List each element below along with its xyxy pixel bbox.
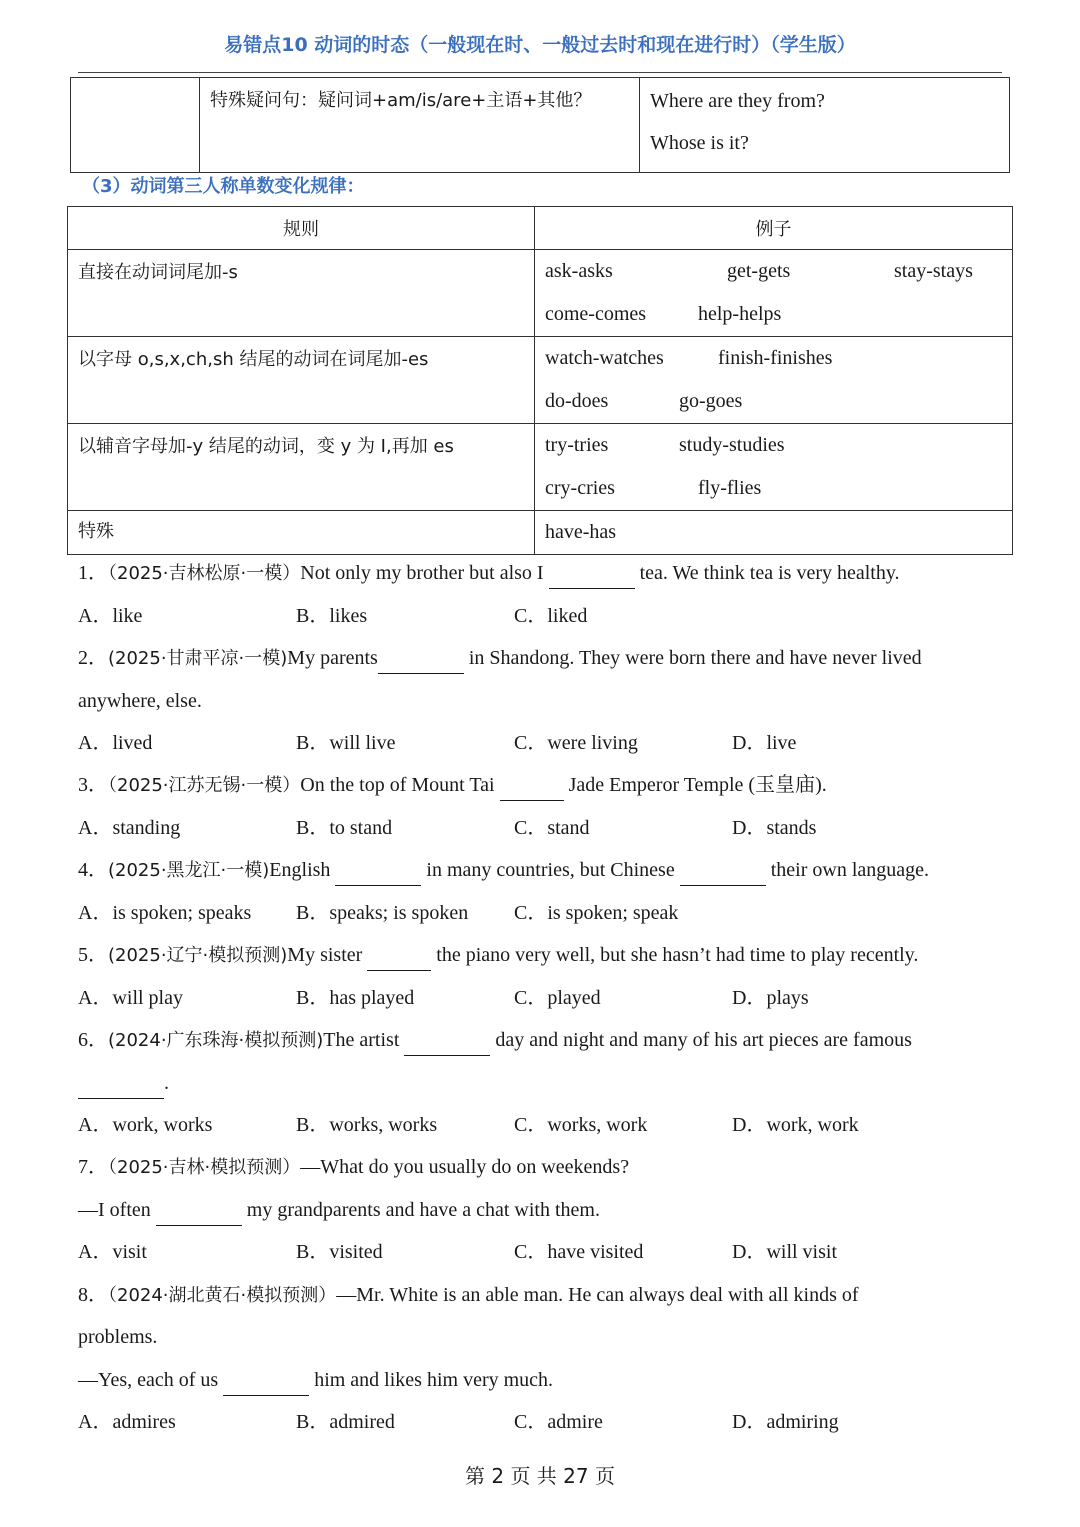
option-b[interactable]: B．likes bbox=[296, 605, 368, 627]
page-number: 第 2 页 共 27 页 bbox=[465, 1464, 615, 1488]
question-number: 5． bbox=[78, 944, 108, 966]
example-item: do-does bbox=[545, 390, 609, 412]
section-title: （3）动词第三人称单数变化规律： bbox=[82, 176, 365, 197]
option-c[interactable]: C．works, work bbox=[514, 1114, 648, 1136]
answer-blank[interactable] bbox=[549, 558, 635, 589]
question-source: (2024·广东珠海·模拟预测) bbox=[108, 1030, 324, 1051]
table-cell-rule bbox=[200, 78, 640, 173]
option-c[interactable]: C．have visited bbox=[514, 1241, 644, 1263]
option-c[interactable]: C．were living bbox=[514, 732, 638, 754]
option-c[interactable]: C．stand bbox=[514, 817, 590, 839]
question-text: . bbox=[164, 1072, 169, 1094]
example-item: ask-asks bbox=[545, 260, 613, 282]
question-text: him and likes him very much. bbox=[309, 1369, 554, 1391]
question-number: 3． bbox=[78, 774, 108, 796]
question-text: day and night and many of his art pieces are famous bbox=[490, 1029, 912, 1051]
question-text: tea. We think tea is very healthy. bbox=[634, 562, 900, 584]
rule-cell: 直接在动词词尾加-s bbox=[68, 250, 535, 337]
page-header-title: 易错点10 动词的时态（一般现在时、一般过去时和现在进行时）（学生版） bbox=[224, 34, 856, 56]
question-text: —I often bbox=[78, 1199, 156, 1221]
option-c[interactable]: C．played bbox=[514, 987, 601, 1009]
question-type-table bbox=[70, 77, 1010, 173]
question-source: （2024·湖北黄石·模拟预测） bbox=[108, 1285, 337, 1306]
question-number: 8． bbox=[78, 1284, 108, 1306]
example-text: Where are they from? bbox=[650, 90, 825, 112]
option-b[interactable]: B．to stand bbox=[296, 817, 393, 839]
column-header-example: 例子 bbox=[535, 207, 1013, 250]
rule-cell: 以字母 o,s,x,ch,sh 结尾的动词在词尾加-es bbox=[68, 337, 535, 424]
question-text: My parents bbox=[287, 647, 378, 669]
option-a[interactable]: A．admires bbox=[78, 1411, 176, 1433]
question-text: the piano very well, but she hasn’t had time to play recently. bbox=[431, 944, 919, 966]
question-8-continued: problems. bbox=[78, 1326, 158, 1348]
example-item: have-has bbox=[545, 521, 617, 543]
question-text: —What do you usually do on weekends? bbox=[300, 1156, 630, 1178]
question-source: （2025·吉林·模拟预测） bbox=[108, 1157, 301, 1178]
option-d[interactable]: D．stands bbox=[732, 817, 817, 839]
example-item: try-tries bbox=[545, 434, 609, 456]
example-item: come-comes bbox=[545, 303, 647, 325]
example-item: go-goes bbox=[679, 390, 743, 412]
rule-cell: 以辅音字母加-y 结尾的动词，变 y 为 I,再加 es bbox=[68, 424, 535, 511]
answer-blank[interactable] bbox=[335, 855, 421, 886]
example-item: study-studies bbox=[679, 434, 785, 456]
question-1 bbox=[78, 558, 900, 589]
option-d[interactable]: D．admiring bbox=[732, 1411, 839, 1433]
option-a[interactable]: A．lived bbox=[78, 732, 153, 754]
question-text: in Shandong. They were born there and have never lived bbox=[463, 647, 922, 669]
question-8 bbox=[78, 1280, 859, 1311]
question-2-continued: anywhere, else. bbox=[78, 690, 202, 712]
question-text: My sister bbox=[287, 944, 368, 966]
question-source: (2025·辽宁·模拟预测) bbox=[108, 945, 288, 966]
question-text: in many countries, but Chinese bbox=[421, 859, 680, 881]
option-d[interactable]: D．work, work bbox=[732, 1114, 859, 1136]
option-a[interactable]: A．is spoken; speaks bbox=[78, 902, 252, 924]
question-number: 2． bbox=[78, 647, 108, 669]
table-cell-examples bbox=[640, 78, 1010, 173]
option-a[interactable]: A．work, works bbox=[78, 1114, 213, 1136]
answer-blank[interactable] bbox=[156, 1195, 242, 1226]
example-item: cry-cries bbox=[545, 477, 615, 499]
example-item: help-helps bbox=[698, 303, 782, 325]
example-item: watch-watches bbox=[545, 347, 664, 369]
option-a[interactable]: A．like bbox=[78, 605, 143, 627]
question-4 bbox=[78, 855, 929, 886]
answer-blank[interactable] bbox=[223, 1365, 309, 1396]
question-source: (2025·甘肃平凉·一模) bbox=[108, 648, 288, 669]
third-person-rules-table bbox=[67, 206, 1013, 555]
example-item: finish-finishes bbox=[718, 347, 833, 369]
question-7 bbox=[78, 1152, 629, 1183]
option-d[interactable]: D．live bbox=[732, 732, 797, 754]
option-b[interactable]: B．admired bbox=[296, 1411, 395, 1433]
option-b[interactable]: B．has played bbox=[296, 987, 415, 1009]
question-number: 7． bbox=[78, 1156, 108, 1178]
rule-cell: 特殊 bbox=[68, 511, 535, 555]
option-a[interactable]: A．standing bbox=[78, 817, 181, 839]
option-b[interactable]: B．speaks; is spoken bbox=[296, 902, 469, 924]
option-b[interactable]: B．visited bbox=[296, 1241, 383, 1263]
option-c[interactable]: C．admire bbox=[514, 1411, 603, 1433]
question-source: （2025·江苏无锡·一模） bbox=[108, 775, 301, 796]
example-text: Whose is it? bbox=[650, 132, 749, 154]
example-item: get-gets bbox=[727, 260, 791, 282]
question-text: On the top of Mount Tai bbox=[300, 774, 500, 796]
question-number: 6． bbox=[78, 1029, 108, 1051]
example-cell bbox=[535, 511, 1013, 555]
question-8-line-2 bbox=[78, 1365, 553, 1396]
option-a[interactable]: A．visit bbox=[78, 1241, 147, 1263]
question-number: 1． bbox=[78, 562, 108, 584]
question-source: （2025·吉林松原·一模） bbox=[108, 563, 301, 584]
example-cell bbox=[535, 250, 1013, 337]
question-7-line-2 bbox=[78, 1195, 600, 1226]
option-b[interactable]: B．will live bbox=[296, 732, 396, 754]
question-5 bbox=[78, 940, 918, 971]
option-c[interactable]: C．liked bbox=[514, 605, 588, 627]
example-item: stay-stays bbox=[894, 260, 973, 282]
question-text: Not only my brother but also I bbox=[300, 562, 549, 584]
question-6-continued bbox=[78, 1068, 169, 1099]
option-d[interactable]: D．plays bbox=[732, 987, 809, 1009]
example-cell bbox=[535, 337, 1013, 424]
answer-blank[interactable] bbox=[78, 1068, 164, 1099]
question-text: English bbox=[269, 859, 336, 881]
column-header-rule: 规则 bbox=[68, 207, 535, 250]
example-item: fly-flies bbox=[698, 477, 762, 499]
question-6 bbox=[78, 1025, 912, 1056]
question-text: —Mr. White is an able man. He can always deal with all kinds of bbox=[336, 1284, 859, 1306]
example-cell bbox=[535, 424, 1013, 511]
option-b[interactable]: B．works, works bbox=[296, 1114, 438, 1136]
answer-blank[interactable] bbox=[404, 1025, 490, 1056]
rule-text: 特殊疑问句：疑问词+am/is/are+主语+其他？ bbox=[210, 90, 592, 111]
question-text: Jade Emperor Temple (玉皇庙). bbox=[563, 774, 827, 796]
question-2 bbox=[78, 643, 922, 674]
question-text: The artist bbox=[323, 1029, 405, 1051]
option-a[interactable]: A．will play bbox=[78, 987, 183, 1009]
answer-blank[interactable] bbox=[500, 770, 564, 801]
header-divider bbox=[78, 72, 1002, 73]
option-c[interactable]: C．is spoken; speak bbox=[514, 902, 679, 924]
question-number: 4． bbox=[78, 859, 108, 881]
answer-blank[interactable] bbox=[367, 940, 431, 971]
question-source: (2025·黑龙江·一模) bbox=[108, 860, 270, 881]
table-cell-empty bbox=[71, 78, 200, 173]
answer-blank[interactable] bbox=[680, 855, 766, 886]
question-text: —Yes, each of us bbox=[78, 1369, 224, 1391]
answer-blank[interactable] bbox=[378, 643, 464, 674]
question-text: my grandparents and have a chat with them. bbox=[241, 1199, 600, 1221]
option-d[interactable]: D．will visit bbox=[732, 1241, 838, 1263]
question-3 bbox=[78, 770, 827, 801]
question-text: their own language. bbox=[765, 859, 929, 881]
